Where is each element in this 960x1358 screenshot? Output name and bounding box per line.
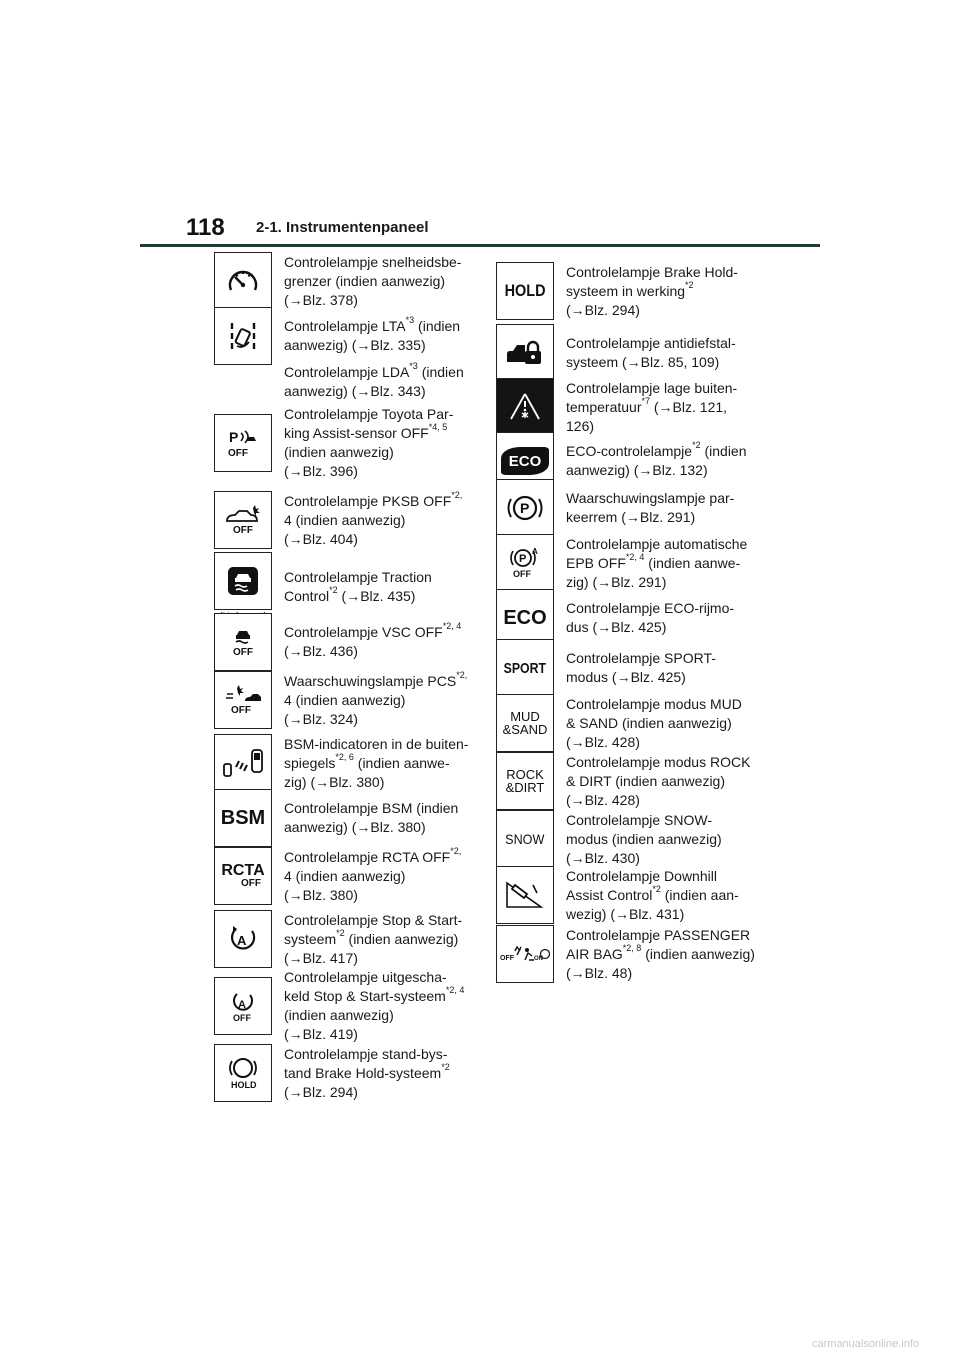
description-line (566, 395, 737, 417)
description-line (284, 867, 461, 886)
footnote-ref: *4, 5 (428, 422, 448, 433)
description-line (284, 927, 462, 949)
indicator-row-eco (496, 438, 758, 484)
description-line (284, 987, 464, 1006)
footnote-ref: *2, 4 (625, 551, 645, 562)
description-line (284, 968, 464, 987)
indicator-row-parking-assist (214, 402, 476, 484)
icon-sublabel: &DIRT (505, 780, 545, 795)
description-line (284, 405, 453, 424)
svg-text:A: A (238, 999, 246, 1011)
description-line (284, 511, 462, 530)
description-text: modus (→Blz. 425) (566, 669, 686, 685)
indicator-description (284, 489, 463, 549)
footnote-ref: *2, 4 (442, 621, 462, 632)
description-text: Controlelampje SNOW- (566, 811, 713, 828)
footnote-ref: *3 (405, 315, 415, 326)
description-text: Controlelampje automatische (566, 535, 748, 552)
footnote-ref: *2, (456, 669, 468, 680)
indicator-description (566, 489, 734, 527)
description-text: Waarschuwingslampje par- (566, 490, 735, 506)
description-line (566, 551, 747, 573)
description-line (566, 695, 742, 714)
description-line (566, 905, 739, 924)
description-line (566, 942, 755, 964)
indicator-description (284, 845, 462, 905)
indicator-row-passenger-airbag (496, 922, 758, 986)
description-text: tand Brake Hold-systeem (284, 1064, 442, 1081)
description-text: Controlelampje Brake Hold- (566, 263, 738, 280)
svg-text:A: A (532, 547, 538, 556)
description-text: Controlelampje SPORT- (566, 650, 716, 666)
description-line (566, 926, 755, 945)
indicator-row-bsm (214, 792, 476, 844)
svg-text:OFF: OFF (233, 1013, 251, 1023)
description-line (284, 623, 461, 642)
indicator-row-pksb (214, 484, 476, 556)
description-line (284, 382, 464, 401)
svg-text:OFF: OFF (513, 569, 531, 579)
description-line (566, 599, 734, 618)
indicator-row-parking-brake (496, 484, 758, 532)
icon-label: ROCK (506, 767, 544, 782)
indicator-row-mud-sand (496, 694, 758, 752)
description-text: (indien aan- (660, 886, 739, 903)
indicator-row-sport (496, 642, 758, 694)
description-line (566, 618, 734, 637)
description-text: (→Blz. 436) (284, 643, 358, 659)
description-line (566, 489, 734, 508)
description-line (566, 849, 722, 868)
footnote-ref: *2, 8 (622, 942, 642, 953)
description-line (284, 1045, 450, 1064)
indicator-description (566, 379, 737, 436)
description-text: Controlelampje uitgescha- (284, 969, 447, 985)
description-text: grenzer (indien aanwezig) (284, 272, 446, 289)
description-text: king Assist-sensor OFF (284, 425, 429, 441)
indicator-description (566, 753, 750, 810)
description-line (284, 773, 468, 792)
description-line (566, 461, 747, 480)
description-text: (→Blz. 48) (566, 964, 633, 981)
indicator-row-lta (214, 310, 476, 362)
svg-text:OFF: OFF (233, 525, 253, 536)
description-text: (indien aanwezig) (291, 867, 406, 884)
description-line (566, 714, 742, 733)
indicator-row-snow (496, 810, 758, 868)
description-line (284, 272, 461, 291)
indicator-description (566, 599, 734, 637)
description-text: (→Blz. 121, (650, 398, 728, 415)
right-indicator-list (496, 252, 758, 986)
icon-label: SNOW (505, 831, 545, 847)
vsc-off-icon (214, 613, 272, 671)
indicator-row-rock-dirt (496, 752, 758, 810)
svg-text:ON: ON (534, 956, 543, 962)
description-line (566, 263, 738, 282)
indicator-row-rcta (214, 844, 476, 908)
description-text: aanwezig) (→Blz. 343) (284, 383, 426, 399)
footnote-ref: *2, (451, 489, 463, 500)
description-line (284, 363, 464, 382)
description-line (566, 791, 750, 810)
indicator-description (284, 405, 453, 481)
description-text: Waarschuwingslampje PCS (284, 672, 457, 689)
rock-dirt-icon (496, 752, 554, 810)
footnote-ref: *2 (692, 440, 701, 451)
description-text: (indien aanwezig) (344, 930, 459, 947)
description-line (566, 573, 747, 592)
description-line (566, 353, 736, 372)
description-text: (indien aanwezig) (284, 444, 394, 460)
description-text: temperatuur (566, 398, 642, 415)
icon-label: MUD (510, 709, 540, 724)
svg-text:A: A (237, 933, 247, 948)
description-line (566, 867, 739, 886)
description-line (284, 911, 462, 930)
svg-text:OFF: OFF (233, 647, 253, 658)
description-text: (→Blz. 396) (284, 463, 358, 479)
icon-label: SPORT (503, 659, 547, 677)
description-line (566, 753, 750, 772)
icon-label: HOLD (231, 1080, 257, 1090)
indicator-row-brake-hold-standby (214, 1042, 476, 1104)
indicator-description (566, 442, 747, 480)
description-text: BSM-indicatoren in de buiten- (284, 735, 469, 752)
description-text: EPB OFF (566, 554, 626, 571)
description-text: Controlelampje RCTA OFF (284, 848, 451, 865)
indicator-row-traction (214, 556, 476, 618)
description-text: Control (284, 588, 330, 604)
downhill-assist-icon (496, 866, 554, 924)
description-line (566, 334, 736, 353)
description-text: AIR BAG (566, 945, 623, 962)
description-text: zig) (→Blz. 291) (566, 573, 667, 590)
indicator-row-brake-hold (496, 252, 758, 330)
indicator-description (566, 926, 755, 983)
footnote-ref: *2 (336, 927, 345, 938)
icon-sublabel: &SAND (502, 722, 548, 737)
description-line (284, 949, 462, 968)
description-line (566, 733, 742, 752)
description-text: zig) (→Blz. 380) (284, 773, 385, 790)
description-text: 4 (284, 867, 292, 884)
description-text: Controlelampje ECO-rijmo- (566, 600, 735, 616)
description-line (284, 642, 461, 661)
description-text: (indien (700, 443, 747, 459)
description-text: Controlelampje modus ROCK (566, 753, 751, 770)
description-text: (→Blz. 430) (566, 849, 640, 866)
left-indicator-list (214, 252, 476, 1104)
description-text: (→Blz. 294) (566, 301, 640, 318)
svg-text:P: P (229, 429, 239, 445)
low-temperature-icon (496, 378, 554, 436)
description-text: (indien aanwezig) (284, 1007, 394, 1023)
sport-mode-icon (496, 639, 554, 697)
description-line (566, 883, 739, 905)
bsm-icon (214, 789, 272, 847)
indicator-row-low-temp (496, 376, 758, 438)
footnote-ref: *2 (329, 585, 338, 596)
description-text: keld Stop & Start-systeem (284, 988, 446, 1004)
description-text: Controlelampje Traction (284, 569, 432, 585)
description-text: wezig) (→Blz. 431) (566, 905, 685, 922)
description-line (284, 587, 432, 606)
description-text: Controlelampje VSC OFF (284, 624, 443, 640)
description-text: (indien aanwezig) (291, 511, 406, 528)
description-text: Controlelampje PKSB OFF (284, 492, 452, 509)
rcta-off-icon (214, 847, 272, 905)
indicator-description (566, 811, 722, 868)
page-number: 118 (186, 214, 225, 241)
description-text: & DIRT (indien aanwezig) (566, 772, 726, 789)
description-line (566, 442, 747, 461)
lane-tracing-icon (214, 307, 272, 365)
description-line (566, 379, 737, 398)
footnote-ref: *2, 6 (335, 751, 354, 762)
parking-sensor-off-icon (214, 414, 272, 472)
description-text: Controlelampje LDA (284, 364, 410, 380)
description-line (284, 751, 468, 773)
description-text: Controlelampje Downhill (566, 867, 717, 884)
pksb-off-icon (214, 491, 272, 549)
traction-control-icon (214, 552, 272, 610)
description-line (284, 1083, 450, 1102)
description-text: (→Blz. 324) (284, 710, 358, 727)
description-text: (indien aanwezig) (291, 691, 406, 708)
description-line (566, 417, 737, 436)
description-line (284, 799, 458, 818)
icon-label: RCTA (221, 862, 265, 879)
snow-mode-icon (496, 810, 554, 868)
description-text: keerrem (→Blz. 291) (566, 509, 696, 525)
description-text: (indien aanwezig) (641, 945, 755, 962)
svg-text:OFF: OFF (231, 705, 251, 716)
indicator-row-stop-start-off (214, 970, 476, 1042)
passenger-airbag-icon (496, 925, 554, 983)
description-text: Assist Control (566, 886, 653, 903)
description-line (284, 568, 432, 587)
description-text: (→Blz. 428) (566, 733, 640, 750)
indicator-description (566, 535, 747, 592)
icon-label: ECO (508, 452, 542, 470)
description-line (284, 530, 462, 549)
icon-label: P (520, 500, 530, 516)
footnote-ref: *2 (685, 279, 694, 290)
indicator-row-anti-theft (496, 330, 758, 376)
description-text: (indien (414, 318, 461, 334)
description-text: (→Blz. 419) (284, 1026, 358, 1042)
indicator-description (566, 695, 742, 752)
indicator-description (284, 735, 468, 792)
description-text: aanwezig) (→Blz. 380) (284, 819, 426, 835)
indicator-description (566, 263, 738, 320)
description-text: & SAND (indien aanwezig) (566, 714, 732, 731)
description-text: 4 (284, 691, 292, 708)
page-header (0, 0, 960, 250)
description-line (566, 301, 738, 320)
footnote-ref: *3 (409, 361, 418, 372)
icon-label: BSM (220, 806, 266, 829)
description-line (566, 279, 738, 301)
description-text: dus (→Blz. 425) (566, 619, 667, 635)
description-text: Controlelampje LTA (284, 318, 406, 334)
description-text: (→Blz. 380) (284, 886, 358, 903)
indicator-description (284, 799, 458, 837)
indicator-description (566, 649, 716, 687)
description-line (284, 735, 468, 754)
description-text: (indien aanwe- (353, 754, 450, 771)
indicator-description (284, 317, 460, 355)
description-line (284, 317, 460, 336)
indicator-row-bsm-mirror (214, 734, 476, 792)
description-text: 4 (284, 511, 292, 528)
description-text: (→Blz. 435) (337, 588, 416, 604)
description-text: (indien (417, 364, 464, 380)
description-text: (indien aanwe- (644, 554, 741, 571)
indicator-description (284, 669, 468, 729)
description-text: Controlelampje antidiefstal- (566, 335, 736, 351)
description-line (284, 691, 467, 710)
description-text: ECO-controlelampje (566, 443, 693, 459)
description-line (284, 1061, 450, 1083)
indicator-row-downhill (496, 868, 758, 922)
description-text: Controlelampje lage buiten- (566, 379, 738, 396)
description-line (284, 845, 462, 867)
description-line (284, 710, 467, 729)
description-line (284, 424, 453, 443)
description-text: Controlelampje snelheidsbe- (284, 253, 462, 270)
icon-sublabel: OFF (241, 878, 261, 889)
description-text: aanwezig) (→Blz. 335) (284, 337, 426, 353)
footnote-ref: *2, 4 (445, 985, 465, 996)
description-text: systeem (284, 930, 337, 947)
description-text: Controlelampje PASSENGER (566, 926, 751, 943)
description-text: Controlelampje Toyota Par- (284, 406, 454, 422)
stop-start-icon (214, 910, 272, 968)
indicator-description (284, 1045, 450, 1102)
description-line (284, 1006, 464, 1025)
section-title: 2-1. Instrumentenpaneel (256, 219, 429, 236)
description-line (284, 336, 460, 355)
description-text: Controlelampje stand-bys- (284, 1045, 448, 1062)
speedometer-gauge-icon (214, 252, 272, 310)
description-text: (→Blz. 294) (284, 1083, 358, 1100)
description-text: Controlelampje BSM (indien (284, 800, 459, 816)
description-line (566, 535, 747, 554)
auto-epb-off-icon (496, 534, 554, 592)
description-text: (→Blz. 404) (284, 530, 358, 547)
description-text: 126) (566, 417, 595, 434)
description-text: Controlelampje modus MUD (566, 695, 742, 712)
indicator-description (284, 911, 462, 968)
footnote-ref: *2, (450, 845, 462, 856)
description-line (566, 772, 750, 791)
description-line (284, 253, 461, 272)
svg-text:OFF: OFF (500, 955, 514, 962)
brake-hold-standby-icon (214, 1044, 272, 1102)
description-text: (→Blz. 428) (566, 791, 640, 808)
description-line (284, 291, 461, 310)
indicator-description (284, 968, 464, 1044)
hold-icon (496, 262, 554, 320)
description-line (284, 462, 453, 481)
indicator-row-vsc-off (214, 618, 476, 666)
watermark: carmanualsonline.info (812, 1338, 920, 1350)
indicator-row-eco-drive (496, 594, 758, 642)
svg-text:OFF: OFF (228, 448, 248, 459)
indicator-row-auto-epb (496, 532, 758, 594)
icon-label: ECO (503, 606, 547, 629)
pcs-warning-icon (214, 671, 272, 729)
description-text: spiegels (284, 754, 336, 771)
header-divider (140, 244, 820, 247)
description-line (566, 830, 722, 849)
mud-sand-icon (496, 694, 554, 752)
description-text: systeem in werking (566, 282, 686, 299)
bsm-mirror-icon (214, 734, 272, 792)
description-text: Controlelampje Stop & Start- (284, 911, 463, 928)
description-line (566, 668, 716, 687)
indicator-description (284, 623, 461, 661)
description-line (284, 886, 461, 905)
icon-label: HOLD (504, 281, 546, 300)
description-line (566, 649, 716, 668)
description-line (284, 669, 468, 691)
description-line (566, 811, 722, 830)
description-line (284, 818, 458, 837)
stop-start-off-icon (214, 977, 272, 1035)
description-line (566, 964, 755, 983)
indicator-row-speed-limiter (214, 252, 476, 310)
description-text: modus (indien aanwezig) (566, 830, 722, 847)
description-line (284, 489, 463, 511)
anti-theft-icon (496, 324, 554, 382)
indicator-row-pcs (214, 666, 476, 734)
footnote-ref: *2 (652, 883, 661, 894)
indicator-description (566, 867, 739, 924)
footnote-ref: *2 (441, 1061, 450, 1072)
indicator-description (284, 568, 432, 606)
indicator-row-stop-start (214, 908, 476, 970)
description-text: (→Blz. 378) (284, 291, 358, 308)
indicator-description (284, 363, 464, 401)
indicator-description (284, 253, 461, 310)
description-text: (→Blz. 417) (284, 949, 358, 966)
description-line (566, 508, 734, 527)
indicator-description (566, 334, 736, 372)
parking-brake-icon (496, 479, 554, 537)
description-text: aanwezig) (→Blz. 132) (566, 462, 708, 478)
indicator-row-lda (214, 362, 476, 402)
description-line (284, 443, 453, 462)
footnote-ref: *7 (641, 395, 650, 406)
icon-label: P (519, 553, 527, 565)
description-text: systeem (→Blz. 85, 109) (566, 354, 720, 370)
